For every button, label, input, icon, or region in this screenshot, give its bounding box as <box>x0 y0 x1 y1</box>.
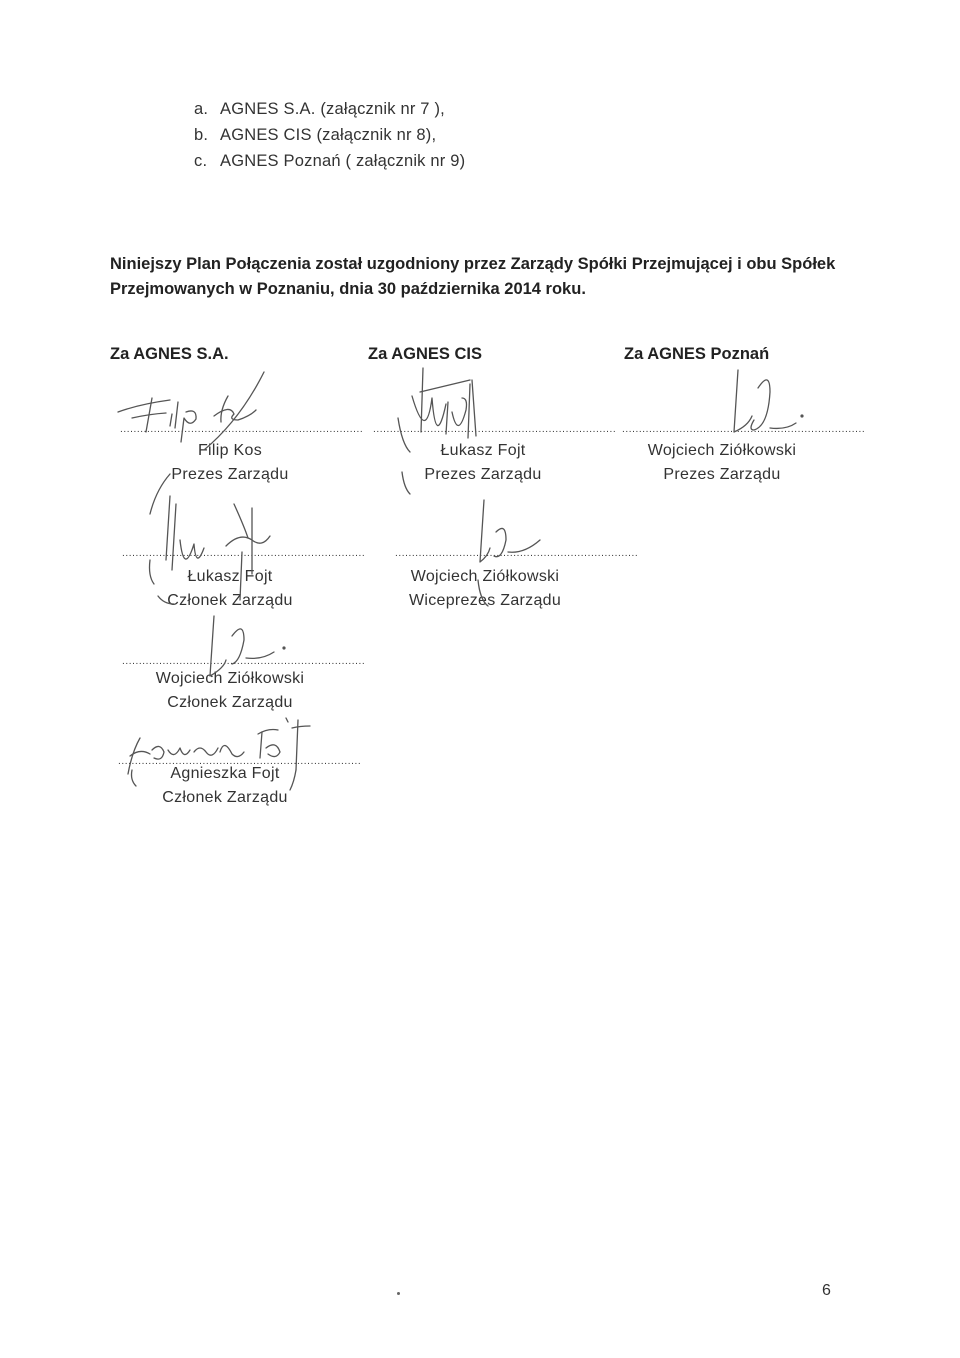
signature-wojciech-ziolkowski-poznan <box>734 370 804 432</box>
signature-line: ........................................................................ <box>373 424 617 435</box>
signature-line: ........................................................................ <box>622 424 866 435</box>
signature-lukasz-fojt-sa <box>150 496 271 604</box>
signatory-name: Łukasz Fojt <box>187 568 273 585</box>
signatory-role: Wiceprezes Zarządu <box>408 592 562 609</box>
signatory-name: Łukasz Fojt <box>440 442 526 459</box>
column-heading-agnes-poznan: Za AGNES Poznań <box>624 345 770 363</box>
signature-line: ........................................................................ <box>122 548 366 559</box>
list-marker: a. <box>194 100 209 118</box>
list-text: AGNES Poznań ( załącznik nr 9) <box>220 152 466 170</box>
column-heading-agnes-sa: Za AGNES S.A. <box>110 345 229 363</box>
signatory-name: Wojciech Ziółkowski <box>410 568 560 585</box>
signatory-name: Agnieszka Fojt <box>170 765 280 782</box>
signatory-role: Członek Zarządu <box>167 592 293 609</box>
signature-lukasz-fojt-cis <box>398 368 476 494</box>
signature-line: ........................................................................ <box>118 756 362 767</box>
signature-wojciech-ziolkowski-cis <box>478 500 540 606</box>
signatory-role: Prezes Zarządu <box>424 466 542 483</box>
signatory-role: Prezes Zarządu <box>663 466 781 483</box>
list-text: AGNES CIS (załącznik nr 8), <box>220 126 437 144</box>
signature-line: ........................................................................ <box>122 656 366 667</box>
signature-filip-kos <box>118 372 264 514</box>
list-text: AGNES S.A. (załącznik nr 7 ), <box>220 100 445 118</box>
signatory-role: Członek Zarządu <box>167 694 293 711</box>
signature-wojciech-ziolkowski-sa <box>210 616 286 676</box>
signature-line: ........................................................................ <box>395 548 639 559</box>
page-number: 6 <box>822 1282 831 1299</box>
signatory-name: Wojciech Ziółkowski <box>155 670 305 687</box>
signature-agnieszka-fojt <box>128 718 310 790</box>
scan-speck <box>397 1292 400 1295</box>
agreement-paragraph: Niniejszy Plan Połączenia został uzgodniony przez Zarządy Spółki Przejmującej i obu Spółek Przejmowanych w Poznaniu, dnia 30 października 2014 roku. <box>110 255 836 298</box>
signatory-role: Członek Zarządu <box>162 789 288 806</box>
signatory-name: Wojciech Ziółkowski <box>647 442 797 459</box>
signature-line: ........................................................................ <box>120 424 364 435</box>
list-marker: b. <box>194 126 209 144</box>
signatory-name: Filip Kos <box>197 442 263 459</box>
signatory-role: Prezes Zarządu <box>171 466 289 483</box>
list-marker: c. <box>194 152 208 170</box>
column-heading-agnes-cis: Za AGNES CIS <box>368 345 482 363</box>
